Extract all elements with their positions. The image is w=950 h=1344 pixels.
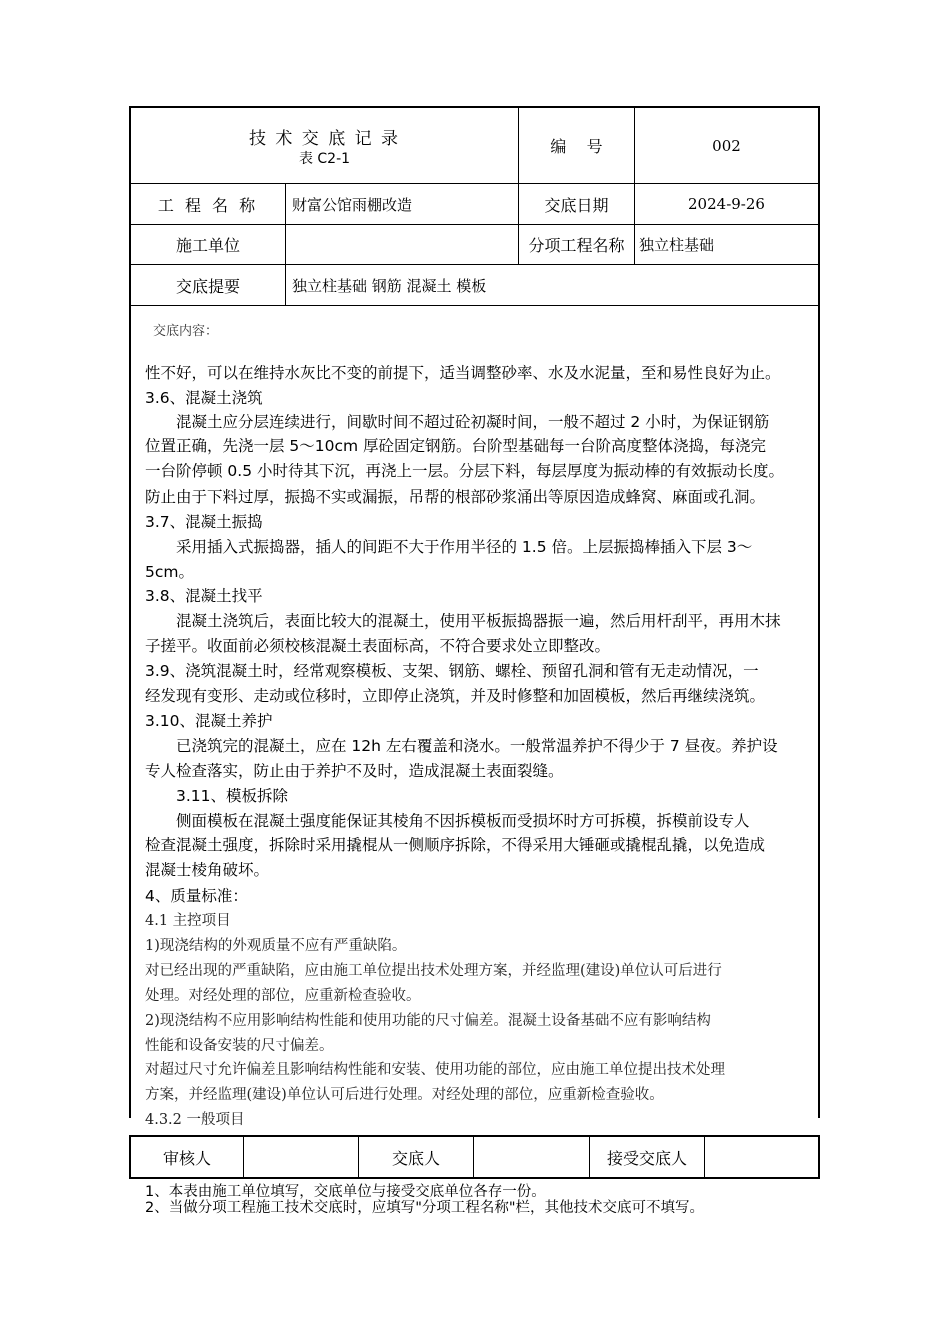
contractor-value xyxy=(286,225,518,264)
content-line: 混凝土应分层连续进行，间歇时间不超过砼初凝时间，一般不超过 2 小时，为保证钢筋 xyxy=(145,413,770,431)
summary-value: 独立柱基础 钢筋 混凝土 模板 xyxy=(292,276,487,295)
footnote: 1、本表由施工单位填写，交底单位与接受交底单位各存一份。 xyxy=(145,1184,546,1200)
content-label: 交底内容： xyxy=(153,324,219,339)
content-line: 性不好，可以在维持水灰比不变的前提下，适当调整砂率、水及水泥量，至和易性良好为止。 xyxy=(145,364,781,382)
discloser-signature[interactable] xyxy=(474,1137,589,1177)
number-value: 002 xyxy=(712,136,741,155)
number-label: 编 号 xyxy=(550,137,603,156)
title-cell xyxy=(131,108,518,183)
form-code: 表 C2-1 xyxy=(298,151,351,167)
content-line: 5cm。 xyxy=(145,563,194,581)
content-line: 3.8、混凝土找平 xyxy=(145,587,263,605)
reviewer-signature[interactable] xyxy=(244,1137,358,1177)
content-line: 3.6、混凝土浇筑 xyxy=(145,389,263,407)
quality-line: 4.1 主控项目 xyxy=(145,913,231,929)
quality-line: 方案，并经监理(建设)单位认可后进行处理。对经处理的部位，应重新检查验收。 xyxy=(145,1087,664,1103)
content-line: 侧面模板在混凝土强度能保证其棱角不因拆模板而受损坏时方可拆模，拆模前设专人 xyxy=(145,812,750,830)
page-title: 技 术 交 底 记 录 xyxy=(248,129,401,149)
content-line: 子搓平。收面前必须校核混凝土表面标高，不符合要求处立即整改。 xyxy=(145,637,611,655)
content-line: 3.10、混凝土养护 xyxy=(145,712,273,730)
content-line: 防止由于下料过厚，振捣不实或漏振，吊帮的根部砂浆涌出等原因造成蜂窝、麻面或孔洞。 xyxy=(145,488,766,506)
quality-line: 1)现浇结构的外观质量不应有严重缺陷。 xyxy=(145,938,407,954)
content-line: 专人检查落实，防止由于养护不及时，造成混凝土表面裂缝。 xyxy=(145,762,564,780)
summary-label: 交底提要 xyxy=(175,276,240,296)
project-name-value: 财富公馆雨棚改造 xyxy=(292,195,413,214)
content-line: 3.7、混凝土振捣 xyxy=(145,513,263,531)
content-line: 位置正确，先浇一层 5～10cm 厚砼固定钢筋。台阶型基础每一台阶高度整体浇捣，每浇完 xyxy=(145,437,767,455)
project-name-label: 工 程 名 称 xyxy=(157,195,259,215)
content-line: 经发现有变形、走动或位移时，立即停止浇筑，并及时修整和加固模板，然后再继续浇筑。 xyxy=(145,687,766,705)
quality-line: 4.3.2 一般项目 xyxy=(145,1112,245,1128)
content-line: 混凝土浇筑后，表面比较大的混凝土，使用平板振捣器振一遍，然后用杆刮平，再用木抹 xyxy=(145,612,781,630)
content-line: 混凝士棱角破坏。 xyxy=(145,861,270,879)
content-line: 3.9、浇筑混凝土时，经常观察模板、支架、钢筋、螺栓、预留孔洞和管有无走动情况，一 xyxy=(145,662,759,680)
content-line: 检查混凝土强度，拆除时采用撬棍从一侧顺序拆除，不得采用大锤砸或撬棍乱撬，以免造成 xyxy=(145,836,766,854)
date-label: 交底日期 xyxy=(544,195,609,215)
content-line: 3.11、模板拆除 xyxy=(145,787,289,805)
content-line: 采用插入式振捣器，插人的间距不大于作用半径的 1.5 倍。上层振捣棒插入下层 3～ xyxy=(145,538,753,556)
table-border xyxy=(130,305,819,306)
table-border xyxy=(129,1177,820,1179)
content-line: 4、质量标准： xyxy=(145,887,248,905)
quality-line: 对超过尺寸允许偏差且影响结构性能和安装、使用功能的部位，应由施工单位提出技术处理 xyxy=(145,1062,725,1078)
quality-line: 对已经出现的严重缺陷，应由施工单位提出技术处理方案，并经监理(建设)单位认可后进行 xyxy=(145,963,722,979)
reviewer-label: 审核人 xyxy=(162,1148,211,1168)
content-line: 已浇筑完的混凝土，应在 12h 左右覆盖和浇水。一般常温养护不得少于 7 昼夜。养护设 xyxy=(145,737,778,755)
receiver-signature[interactable] xyxy=(705,1137,818,1177)
content-line: 一台阶停顿 0.5 小时待其下沉，再浇上一层。分层下料，每层厚度为振动棒的有效振动长度。 xyxy=(145,462,785,480)
discloser-label: 交底人 xyxy=(391,1148,440,1168)
table-border xyxy=(818,106,820,1118)
quality-line: 处理。对经处理的部位，应重新检查验收。 xyxy=(145,988,421,1004)
date-value: 2024-9-26 xyxy=(688,195,765,213)
subproject-label: 分项工程名称 xyxy=(528,236,625,255)
footnote: 2、当做分项工程施工技术交底时，应填写"分项工程名称"栏，其他技术交底可不填写。 xyxy=(145,1200,705,1216)
table-border xyxy=(818,1135,820,1179)
subproject-value: 独立柱基础 xyxy=(639,236,715,254)
quality-line: 2)现浇结构不应用影响结构性能和使用功能的尺寸偏差。混凝土设备基础不应有影响结构 xyxy=(145,1013,711,1029)
contractor-label: 施工单位 xyxy=(175,236,240,255)
quality-line: 性能和设备安装的尺寸偏差。 xyxy=(145,1038,334,1054)
receiver-label: 接受交底人 xyxy=(606,1148,687,1168)
